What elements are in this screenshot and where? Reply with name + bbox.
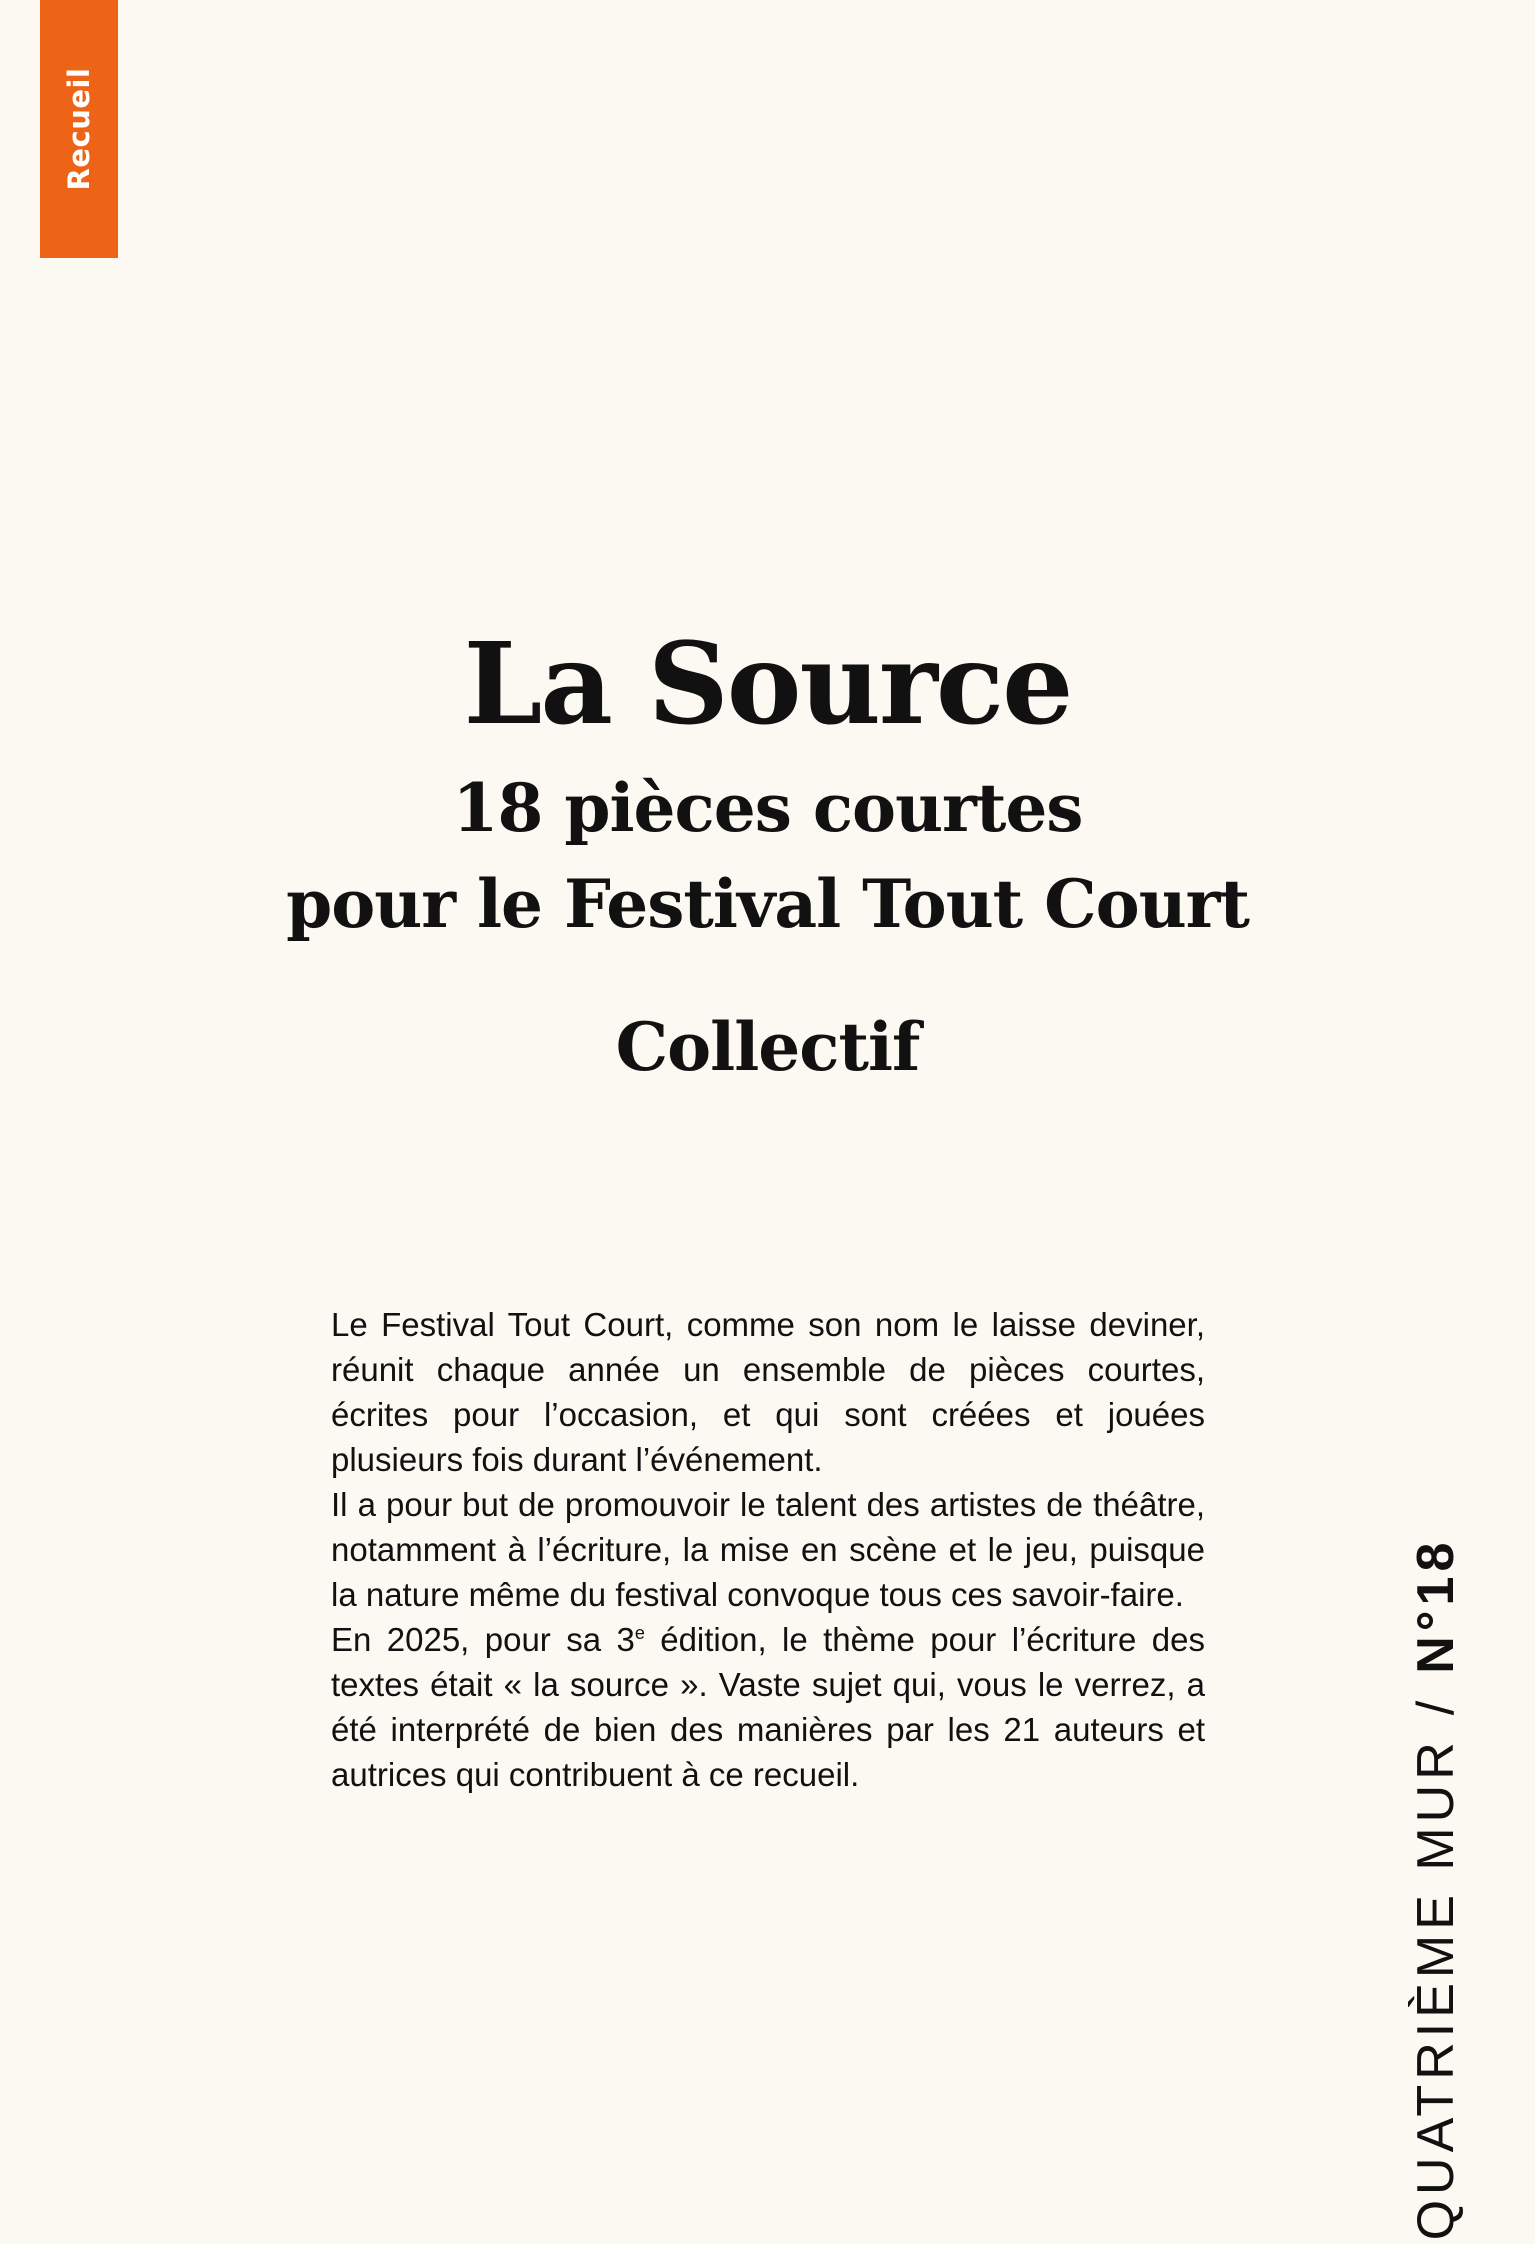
title-block <box>0 610 1535 1092</box>
blurb-paragraph-3 <box>331 1617 1205 1797</box>
blurb-paragraph-1: Le Festival Tout Court, comme son nom le laisse deviner, réunit chaque année un ensemble de pièces courtes, écrites pour l’occasion, et qui sont créées et jouées plusieurs fois durant l’événement. <box>331 1306 1205 1478</box>
book-subtitle-line-1: 18 pièces courtes <box>452 769 1083 847</box>
series-separator: / <box>1407 1695 1465 1716</box>
series-number: N°18 <box>1407 1537 1465 1674</box>
tag-label: Recueil <box>62 67 96 191</box>
series-label <box>1406 1538 1466 2241</box>
book-subtitle-line-2: pour le Festival Tout Court <box>286 865 1249 943</box>
book-author: Collectif <box>615 1008 920 1086</box>
blurb-p3-start: En 2025, pour sa 3 <box>331 1621 635 1658</box>
back-cover-blurb <box>331 1302 1205 1797</box>
blurb-p3-superscript: e <box>634 1623 645 1643</box>
blurb-p3-end: édition, le thème pour l’écriture des textes était « la source ». Vaste sujet qui, vous le verrez, a été interprété de bien des manières par les 21 auteurs et autrices qui contribuent à ce recueil. <box>331 1621 1206 1793</box>
collection-tag <box>40 0 118 258</box>
book-title: La Source <box>463 619 1072 750</box>
blurb-paragraph-2: Il a pour but de promouvoir le talent des artistes de théâtre, notamment à l’écriture, la mise en scène et le jeu, puisque la nature même du festival convoque tous ces savoir-faire. <box>331 1486 1205 1613</box>
series-name: QUATRIÈME MUR <box>1407 1737 1465 2241</box>
